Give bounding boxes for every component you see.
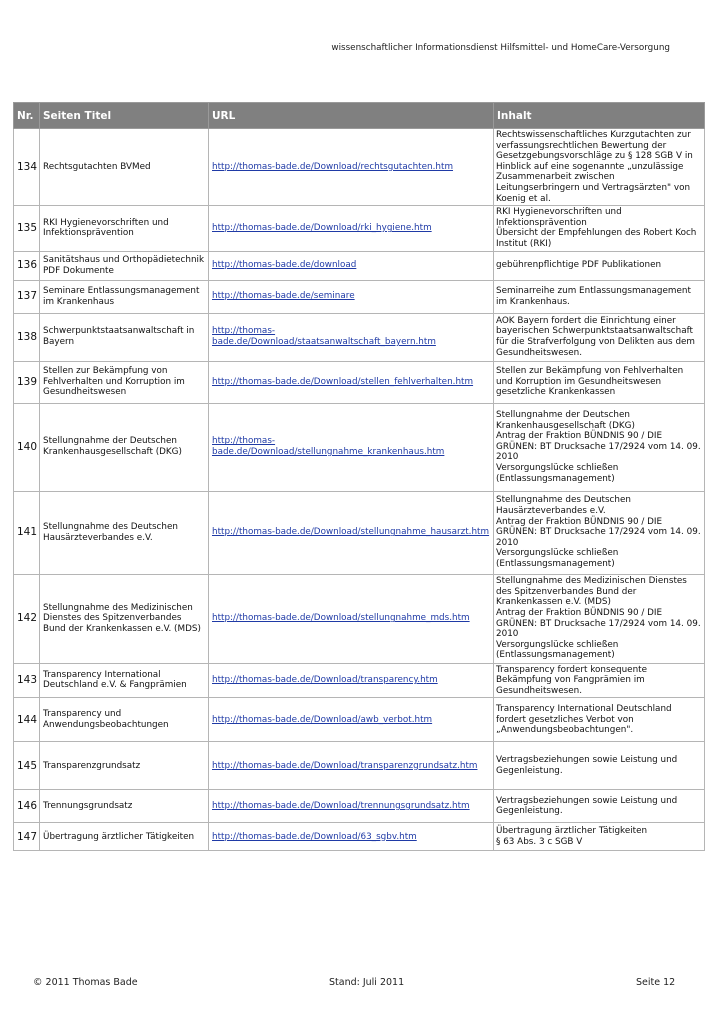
column-header-nr: Nr. [14,103,40,129]
row-title: Schwerpunktstaatsanwaltschaft in Bayern [40,313,209,361]
row-url-link[interactable]: http://thomas-bade.de/download [209,251,494,280]
row-url-link[interactable]: http://thomas-bade.de/Download/trennungsgrundsatz.htm [209,790,494,823]
row-title: Stellungnahme der Deutschen Krankenhausgesellschaft (DKG) [40,403,209,491]
table-row [14,742,705,790]
column-header-title: Seiten Titel [40,103,209,129]
column-header-inhalt: Inhalt [494,103,705,129]
row-inhalt: gebührenpflichtige PDF Publikationen [494,251,705,280]
row-url-link[interactable]: http://thomas-bade.de/Download/awb_verbot.htm [209,698,494,742]
row-url-link[interactable]: http://thomas-bade.de/seminare [209,280,494,313]
table-row [14,361,705,403]
table-row [14,313,705,361]
footer-stand: Stand: Juli 2011 [329,977,405,988]
row-inhalt: Übertragung ärztlicher Tätigkeiten § 63 Abs. 3 c SGB V [494,823,705,851]
table-body [14,129,705,851]
row-title: Sanitätshaus und Orthopädietechnik PDF Dokumente [40,251,209,280]
row-number: 137 [14,280,40,313]
table-row [14,403,705,491]
footer-copyright: © 2011 Thomas Bade [33,977,138,988]
row-url-link[interactable]: http://thomas-bade.de/Download/stellungnahme_hausarzt.htm [209,491,494,574]
row-number: 144 [14,698,40,742]
table-row [14,698,705,742]
row-title: Stellungnahme des Medizinischen Dienstes des Spitzenverbandes Bund der Krankenkassen e.V. (MDS) [40,574,209,663]
row-number: 142 [14,574,40,663]
row-inhalt: Transparency fordert konsequente Bekämpfung von Fangprämien im Gesundheitswesen. [494,663,705,698]
links-table [13,102,705,851]
row-title: Transparenzgrundsatz [40,742,209,790]
row-inhalt: Stellungnahme des Medizinischen Dienstes des Spitzenverbandes Bund der Krankenkassen e.V. (MDS) Antrag der Fraktion BÜNDNIS 90 / DIE GRÜNEN: BT Drucksache 17/2924 vom 14. 09. 2010 Versorgungslücke schließen (Entlassungsmanagement) [494,574,705,663]
row-number: 136 [14,251,40,280]
row-inhalt: Transparency International Deutschland fordert gesetzliches Verbot von „Anwendungsbeobachtungen". [494,698,705,742]
row-inhalt: Stellungnahme der Deutschen Krankenhausgesellschaft (DKG) Antrag der Fraktion BÜNDNIS 90 / DIE GRÜNEN: BT Drucksache 17/2924 vom 14. 09. 2010 Versorgungslücke schließen (Entlassungsmanagement) [494,403,705,491]
row-number: 140 [14,403,40,491]
row-url-link[interactable]: http://thomas-bade.de/Download/transparenzgrundsatz.htm [209,742,494,790]
row-title: Seminare Entlassungsmanagement im Krankenhaus [40,280,209,313]
row-title: Transparency und Anwendungsbeobachtungen [40,698,209,742]
row-title: Übertragung ärztlicher Tätigkeiten [40,823,209,851]
row-url-link[interactable]: http://thomas-bade.de/Download/stellen_fehlverhalten.htm [209,361,494,403]
row-title: Trennungsgrundsatz [40,790,209,823]
row-inhalt: Stellungnahme des Deutschen Hausärzteverbandes e.V. Antrag der Fraktion BÜNDNIS 90 / DIE GRÜNEN: BT Drucksache 17/2924 vom 14. 09. 2010 Versorgungslücke schließen (Entlassungsmanagement) [494,491,705,574]
table-row [14,663,705,698]
table-row [14,574,705,663]
table-row [14,823,705,851]
table-row [14,280,705,313]
table-row [14,251,705,280]
row-number: 138 [14,313,40,361]
column-header-url: URL [209,103,494,129]
table-header-row [14,103,705,129]
row-number: 139 [14,361,40,403]
row-number: 143 [14,663,40,698]
row-number: 147 [14,823,40,851]
table-row [14,206,705,251]
row-inhalt: Seminarreihe zum Entlassungsmanagement im Krankenhaus. [494,280,705,313]
row-number: 146 [14,790,40,823]
row-inhalt: Stellen zur Bekämpfung von Fehlverhalten und Korruption im Gesundheitswesen gesetzliche Krankenkassen [494,361,705,403]
row-title: Stellen zur Bekämpfung von Fehlverhalten und Korruption im Gesundheitswesen [40,361,209,403]
row-number: 145 [14,742,40,790]
row-inhalt: Vertragsbeziehungen sowie Leistung und Gegenleistung. [494,790,705,823]
row-inhalt: Vertragsbeziehungen sowie Leistung und Gegenleistung. [494,742,705,790]
row-url-link[interactable]: http://thomas-bade.de/Download/rechtsgutachten.htm [209,129,494,206]
row-title: Rechtsgutachten BVMed [40,129,209,206]
row-inhalt: Rechtswissenschaftliches Kurzgutachten zur verfassungsrechtlichen Bewertung der Gesetzgebungsvorschläge zu § 128 SGB V in Hinblick auf eine sogenannte „unzulässige Zusammenarbeit zwischen Leitungserbringern und Vertragsärzten" von Koenig et al. [494,129,705,206]
row-url-link[interactable]: http://thomas-bade.de/Download/transparency.htm [209,663,494,698]
row-title: Transparency International Deutschland e.V. & Fangprämien [40,663,209,698]
footer-page-number: Seite 12 [636,977,676,988]
table-row [14,790,705,823]
page-header: wissenschaftlicher Informationsdienst Hilfsmittel- und HomeCare-Versorgung [331,43,670,53]
row-inhalt: RKI Hygienevorschriften und Infektionsprävention Übersicht der Empfehlungen des Robert Koch Institut (RKI) [494,206,705,251]
row-url-link[interactable]: http://thomas-bade.de/Download/stellungnahme_krankenhaus.htm [209,403,494,491]
row-number: 134 [14,129,40,206]
row-url-link[interactable]: http://thomas-bade.de/Download/63_sgbv.htm [209,823,494,851]
row-title: RKI Hygienevorschriften und Infektionsprävention [40,206,209,251]
row-url-link[interactable]: http://thomas-bade.de/Download/rki_hygiene.htm [209,206,494,251]
row-url-link[interactable]: http://thomas-bade.de/Download/staatsanwaltschaft_bayern.htm [209,313,494,361]
row-number: 135 [14,206,40,251]
table-row [14,491,705,574]
row-number: 141 [14,491,40,574]
row-inhalt: AOK Bayern fordert die Einrichtung einer bayerischen Schwerpunktstaatsanwaltschaft für die Strafverfolgung von Delikten aus dem Gesundheitswesen. [494,313,705,361]
row-url-link[interactable]: http://thomas-bade.de/Download/stellungnahme_mds.htm [209,574,494,663]
row-title: Stellungnahme des Deutschen Hausärzteverbandes e.V. [40,491,209,574]
table-row [14,129,705,206]
